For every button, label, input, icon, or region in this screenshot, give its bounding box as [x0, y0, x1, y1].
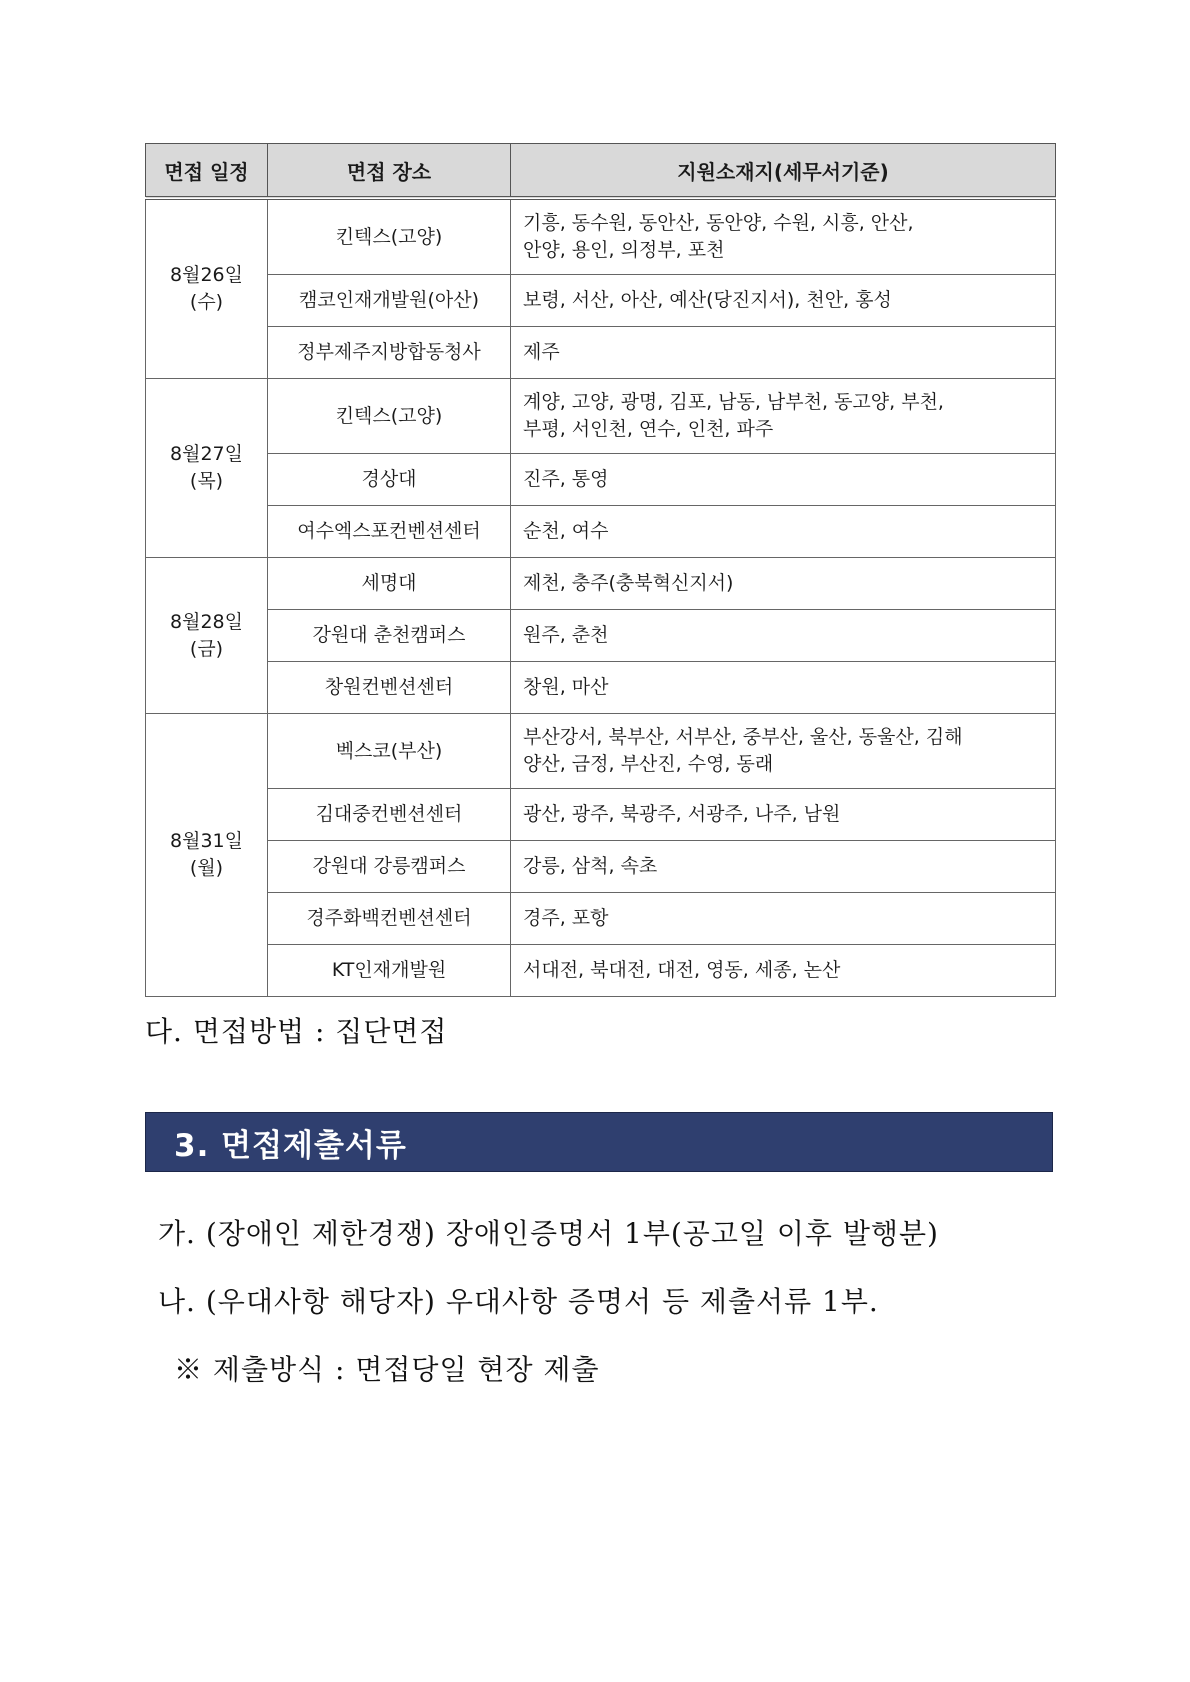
region-cell [511, 327, 1056, 379]
table-row [146, 275, 1056, 327]
interview-place: 경상대 [268, 454, 511, 506]
schedule-date-cell [146, 379, 268, 558]
region-cell [511, 454, 1056, 506]
schedule-date: 8월28일 [170, 610, 243, 633]
section-header-bar [145, 1112, 1053, 1172]
interview-place: 강원대 춘천캠퍼스 [268, 610, 511, 662]
schedule-date: 8월27일 [170, 443, 243, 465]
table-row [146, 506, 1056, 558]
schedule-date-cell [146, 714, 268, 997]
region-cell [511, 841, 1056, 893]
region-list: 창원, 마산 [523, 676, 609, 698]
interview-place: 캠코인재개발원(아산) [268, 275, 511, 327]
interview-method: 다. 면접방법 : 집단면접 [145, 1015, 448, 1048]
region-cell [511, 714, 1056, 789]
region-cell [511, 275, 1056, 327]
table-row [146, 379, 1056, 454]
schedule-body [146, 198, 1056, 997]
table-row [146, 945, 1056, 997]
region-list: 제천, 충주(충북혁신지서) [523, 572, 734, 594]
region-list: 보령, 서산, 아산, 예산(당진지서), 천안, 홍성 [523, 289, 892, 311]
region-list: 서대전, 북대전, 대전, 영동, 세종, 논산 [523, 959, 841, 981]
schedule-weekday: (금) [189, 637, 224, 660]
region-cell [511, 893, 1056, 945]
schedule-weekday: (목) [189, 470, 224, 492]
section-title: 3. 면접제출서류 [174, 1127, 407, 1164]
region-cell [511, 506, 1056, 558]
interview-place: 벡스코(부산) [268, 714, 511, 789]
schedule-date-cell [146, 198, 268, 379]
region-list: 순천, 여수 [523, 520, 609, 542]
region-list: 강릉, 삼척, 속초 [523, 855, 658, 877]
submission-note: ※ 제출방식 : 면접당일 현장 제출 [174, 1353, 600, 1386]
region-cell [511, 198, 1056, 275]
interview-place: 킨텍스(고양) [268, 198, 511, 275]
interview-place: 정부제주지방합동청사 [268, 327, 511, 379]
interview-place: 여수엑스포컨벤션센터 [268, 506, 511, 558]
table-row [146, 841, 1056, 893]
region-list: 진주, 통영 [523, 468, 609, 490]
interview-place: 김대중컨벤션센터 [268, 789, 511, 841]
region-list: 광산, 광주, 북광주, 서광주, 나주, 남원 [523, 803, 841, 825]
header-date: 면접 일정 [146, 144, 268, 199]
region-cell [511, 558, 1056, 610]
table-row [146, 454, 1056, 506]
interview-place: 강원대 강릉캠퍼스 [268, 841, 511, 893]
table-row [146, 610, 1056, 662]
schedule-date-cell [146, 558, 268, 714]
table-row [146, 893, 1056, 945]
region-list: 기흥, 동수원, 동안산, 동안양, 수원, 시흥, 안산, [523, 212, 914, 234]
region-cell [511, 789, 1056, 841]
region-list: 제주 [523, 341, 560, 363]
region-cell [511, 945, 1056, 997]
region-list: 계양, 고양, 광명, 김포, 남동, 남부천, 동고양, 부천, [523, 391, 944, 413]
schedule-weekday: (월) [189, 857, 224, 879]
schedule-weekday: (수) [189, 291, 224, 313]
table-header-row [146, 144, 1056, 199]
header-place: 면접 장소 [268, 144, 511, 199]
schedule-date: 8월26일 [170, 264, 243, 286]
region-list: 원주, 춘천 [523, 624, 609, 646]
schedule-date: 8월31일 [170, 830, 243, 852]
interview-place: 창원컨벤션센터 [268, 662, 511, 714]
region-list: 안양, 용인, 의정부, 포천 [523, 239, 725, 261]
header-region: 지원소재지(세무서기준) [511, 144, 1056, 199]
region-list: 양산, 금정, 부산진, 수영, 동래 [523, 753, 774, 775]
interview-schedule-table [145, 143, 1056, 997]
interview-place: 킨텍스(고양) [268, 379, 511, 454]
document-item-preference: 나. (우대사항 해당자) 우대사항 증명서 등 제출서류 1부. [158, 1285, 879, 1318]
interview-place: 경주화백컨벤션센터 [268, 893, 511, 945]
table-row [146, 789, 1056, 841]
region-list: 부산강서, 북부산, 서부산, 중부산, 울산, 동울산, 김해 [523, 726, 963, 748]
interview-place: KT인재개발원 [268, 945, 511, 997]
table-row [146, 327, 1056, 379]
region-list: 부평, 서인천, 연수, 인천, 파주 [523, 418, 774, 440]
table-row [146, 714, 1056, 789]
region-cell [511, 610, 1056, 662]
table-row [146, 662, 1056, 714]
table-row [146, 198, 1056, 275]
interview-place: 세명대 [268, 558, 511, 610]
table-row [146, 558, 1056, 610]
region-list: 경주, 포항 [523, 907, 609, 929]
region-cell [511, 662, 1056, 714]
document-item-disabled: 가. (장애인 제한경쟁) 장애인증명서 1부(공고일 이후 발행분) [158, 1217, 939, 1250]
region-cell [511, 379, 1056, 454]
